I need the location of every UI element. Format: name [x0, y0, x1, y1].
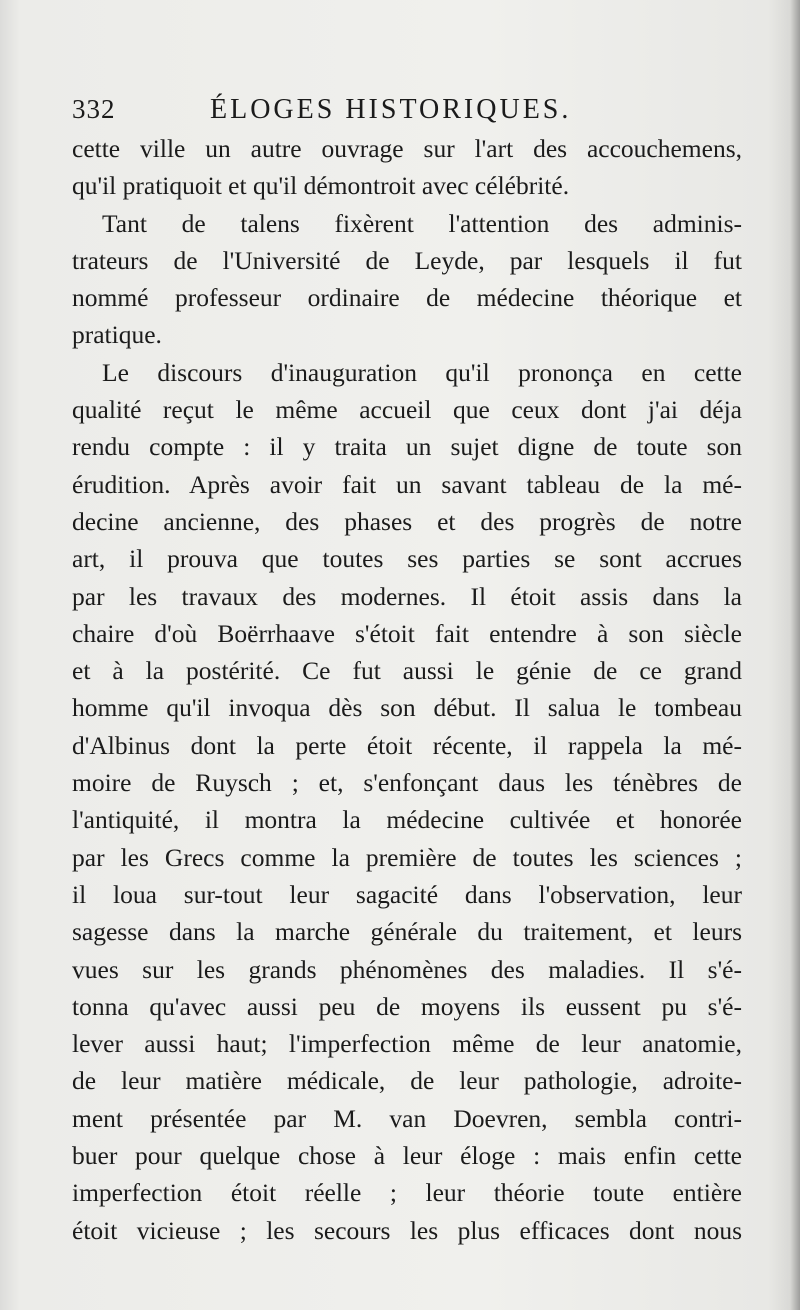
- page-header: [72, 94, 740, 134]
- text-line: vues sur les grands phénomènes des maladies. Il s'é-: [72, 954, 742, 984]
- text-line: imperfection étoit réelle ; leur théorie toute entière: [72, 1178, 742, 1208]
- text-line: qualité reçut le même accueil que ceux dont j'ai déja: [72, 395, 742, 425]
- text-line: moire de Ruysch ; et, s'enfonçant daus les ténèbres de: [72, 768, 742, 798]
- text-line: cette ville un autre ouvrage sur l'art des accouchemens,: [72, 134, 742, 163]
- body-text: [72, 130, 742, 1249]
- text-line: nommé professeur ordinaire de médecine théorique et: [72, 283, 742, 313]
- text-line: tonna qu'avec aussi peu de moyens ils eussent pu s'é-: [72, 991, 742, 1021]
- text-line: par les Grecs comme la première de toutes les sciences ;: [72, 842, 742, 872]
- page-number: 332: [72, 94, 116, 124]
- paragraph-start-line: Tant de talens fixèrent l'attention des adminis-: [102, 208, 742, 238]
- text-line: rendu compte : il y traita un sujet digne de toute son: [72, 432, 742, 462]
- running-title: ÉLOGES HISTORIQUES.: [210, 94, 572, 125]
- text-line: qu'il pratiquoit et qu'il démontroit avec célébrité.: [72, 171, 570, 201]
- text-line: buer pour quelque chose à leur éloge : mais enfin cette: [72, 1141, 742, 1171]
- text-line: homme qu'il invoqua dès son début. Il salua le tombeau: [72, 693, 742, 723]
- text-line: art, il prouva que toutes ses parties se sont accrues: [72, 544, 742, 574]
- text-line: de leur matière médicale, de leur pathologie, adroite-: [72, 1066, 742, 1096]
- text-line: decine ancienne, des phases et des progrès de notre: [72, 506, 742, 536]
- text-line: il loua sur-tout leur sagacité dans l'observation, leur: [72, 879, 742, 909]
- text-line: ment présentée par M. van Doevren, sembla contri-: [72, 1103, 742, 1133]
- text-line: par les travaux des modernes. Il étoit assis dans la: [72, 581, 742, 611]
- text-line: et à la postérité. Ce fut aussi le génie de ce grand: [72, 656, 742, 686]
- paragraph-start-line: Le discours d'inauguration qu'il prononça en cette: [102, 357, 742, 387]
- text-line: étoit vicieuse ; les secours les plus efficaces dont nous: [72, 1215, 742, 1245]
- text-line: érudition. Après avoir fait un savant tableau de la mé-: [72, 469, 742, 499]
- text-line: lever aussi haut; l'imperfection même de leur anatomie,: [72, 1029, 742, 1059]
- text-line: sagesse dans la marche générale du traitement, et leurs: [72, 917, 742, 947]
- page-edge-shadow: [790, 0, 800, 1310]
- text-line: chaire d'où Boërrhaave s'étoit fait entendre à son siècle: [72, 618, 742, 648]
- text-line: pratique.: [72, 320, 162, 350]
- text-line: trateurs de l'Université de Leyde, par lesquels il fut: [72, 245, 742, 275]
- text-line: d'Albinus dont la perte étoit récente, il rappela la mé-: [72, 730, 742, 760]
- text-line: l'antiquité, il montra la médecine cultivée et honorée: [72, 805, 742, 835]
